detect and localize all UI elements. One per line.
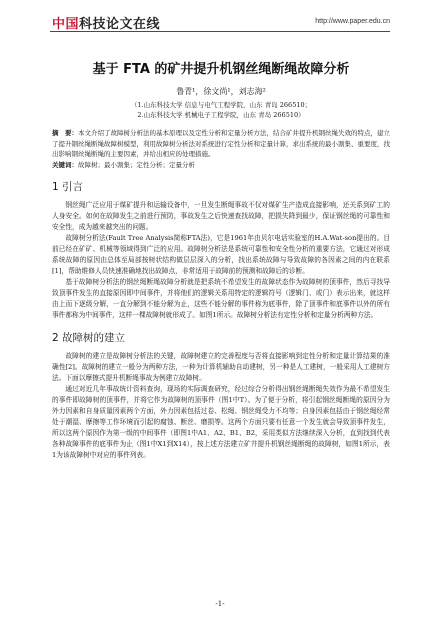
keywords-text: 故障树；最小割集；定性分析；定量分析 (78, 160, 195, 169)
page-header (0, 0, 440, 34)
abstract (52, 128, 390, 160)
fault-tree-paragraph: 通过对近几年事故统计资料查询，现场的实际调查研究，经过综合分析得出钢丝绳断绳失效作为最不希望发生的事件即故障树的顶事件，并将它作为故障树的顶事件（图1中T）。为了便于分析，将引起钢丝绳断绳的原因分为外力因素和自身质量因素两个方面，外力因素包括过卷、松绳、钢丝绳受力不均等；自身因素包括由于钢丝绳经常处于潮湿、摩擦等工作环境而引起的腐蚀、断丝、磨损等。这两个方面只要有任意一个发生就会导致顶事件发生，所以这两个原因作为第一级的中间事件（即图1中A1、A2、B1、B2，采用类似方法继续深入分析，直到找到代表各种故障事件的底事件为止（图1中X1到X14），按上述方法建立矿井提升机钢丝绳断绳的故障树，如图1所示，表1为该故障树中对应的事件列表。 (52, 385, 390, 459)
paper-title: 基于 FTA 的矿井提升机钢丝绳断绳故障分析 (92, 62, 350, 77)
affiliation-line-2: 2.山东科技大学 机械电子工程学院，山东 青岛 266510） (137, 111, 305, 119)
keywords-label: 关键词： (52, 160, 78, 169)
page-number: -1- (215, 600, 225, 608)
intro-paragraph: 故障树分析法(Fault Tree Analysis简称FTA法)，它是1961年由贝尔电话实验室的H.A.Wat-son提出的。目前已经在矿矿、机械等领域得到广泛的应用。故障树分析法是系统可靠性和安全性分析的重要方法，它通过对形成系统故障的原因由总体至局部按树状结构做层层深入的分析，找出系统故障与导致故障的各因素之间的内在联系[1]，帮助维修人员快速准确地找出故障点，非常适用于故障前的预测和故障后的诊断。 (52, 234, 390, 275)
abstract-text: 本文介绍了故障树分析法的基本原理以及定性分析和定量分析方法，结合矿井提升机钢丝绳失效的特点，建立了提升钢丝绳断绳故障树模型，利用故障树分析法对系统进行定性分析和定量计算，求出系统的最小割集、重要度，找出影响钢丝绳断绳的主要因素，并给出相应的处理措施。 (52, 129, 390, 158)
paper-body (52, 58, 390, 461)
site-logo[interactable] (52, 13, 160, 32)
paper-authors: 鲁青¹，徐文尚¹，刘志海² (176, 87, 266, 96)
intro-paragraph: 基于故障树分析法的钢丝绳断绳故障分析就是把系统不希望发生的故障状态作为故障树的顶事件，然后寻找导致顶事件发生的直接原因即中间事件，并将他们的逻辑关系用特定的逻辑符号（逻辑门、或门）表示出来，就这样由上而下逐级分解，一直分解到不能分解为止，这些不能分解的事件称为底事件，除了顶事件和底事件以外的所有事件都称为中间事件，这样一棵故障树就形成了。如图1所示。故障树分析法有定性分析和定量分析两种方法。 (52, 278, 390, 319)
fault-tree-paragraph: 故障树的建立是故障树分析法的关键，故障树建立的完善程度与否将直接影响到定性分析和定量计算结果的准确性[2]。故障树的建立一般分为两种方法，一种为计算机辅助自动建树，另一种是人工建树，一般采用人工建树方法。下面以摩擦式提升机断绳事故为例建立故障树。 (52, 352, 390, 382)
logo-black-text: 科技论文在线 (79, 17, 161, 32)
section-heading-intro: 1 引言 (52, 181, 84, 193)
logo-red-text: 中国 (52, 17, 80, 32)
affiliation-line-1: （1.山东科技大学 信息与电气工程学院，山东 青岛 266510； (130, 101, 312, 109)
header-divider (50, 31, 390, 32)
abstract-label: 摘 要： (52, 129, 78, 137)
site-url-link[interactable]: http://www.paper.edu.cn (315, 18, 390, 25)
intro-paragraph: 钢丝绳广泛应用于煤矿提升和运输设备中，一旦发生断绳事故不仅对煤矿生产造成直接影响，还关系到矿工的人身安全。如何在故障发生之前进行预防，事故发生之后快速查找故障，把损失降到最少，保证钢丝绳的可靠性和安全性，成为越来越突出的问题。 (52, 201, 390, 231)
keywords (52, 160, 390, 171)
section-heading-fault-tree: 2 故障树的建立 (52, 332, 126, 344)
